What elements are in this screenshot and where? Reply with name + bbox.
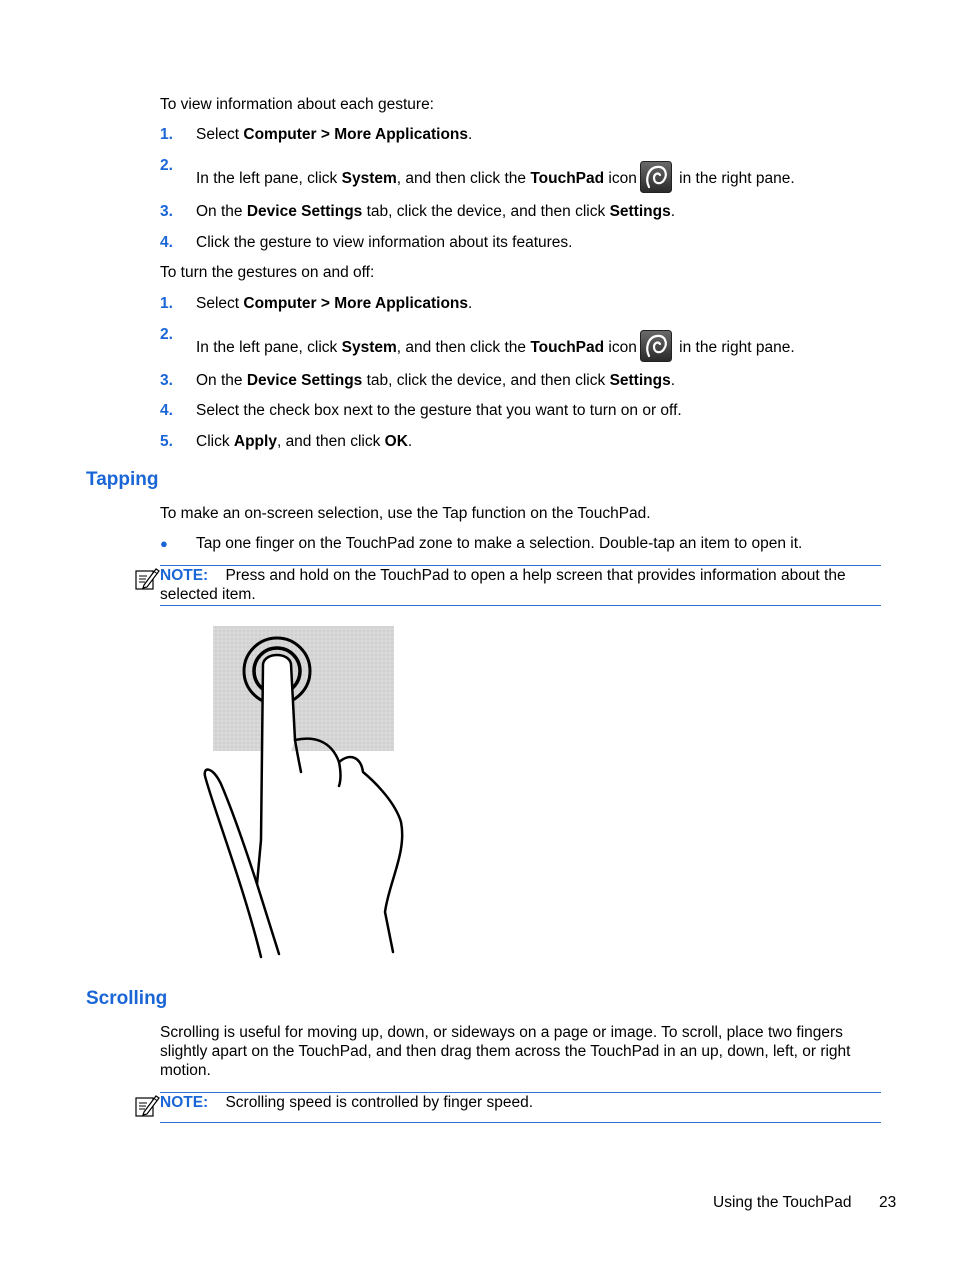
note-bottom-rule [160, 605, 881, 606]
list-item: Select the check box next to the gesture that you want to turn on or off. [196, 402, 682, 419]
note-bottom-rule [160, 1122, 881, 1123]
tapping-intro: To make an on-screen selection, use the Tap function on the TouchPad. [160, 505, 651, 522]
scrolling-body: Scrolling is useful for moving up, down, or sideways on a page or image. To scroll, place two fingers slightly apart on the TouchPad, and then drag them across the TouchPad in an up, down, left, or right motion. [160, 1024, 851, 1079]
list-item: Tap one finger on the TouchPad zone to make a selection. Double-tap an item to open it. [196, 535, 803, 552]
list-item: Select Computer > More Applications. [196, 126, 473, 143]
list-item: In the left pane, click System, and then click the TouchPad icon in the right pane. [196, 332, 795, 364]
step-number: 4. [160, 234, 173, 251]
step-number: 2. [160, 326, 173, 343]
note-pencil-icon [134, 566, 160, 592]
note-pencil-icon [134, 1093, 160, 1119]
list-item: On the Device Settings tab, click the device, and then click Settings. [196, 203, 676, 220]
section-heading-scrolling: Scrolling [86, 988, 168, 1009]
gesture-toggle-intro: To turn the gestures on and off: [160, 264, 375, 281]
step-number: 1. [160, 126, 173, 143]
note-text: NOTE: Scrolling speed is controlled by finger speed. [160, 1094, 534, 1111]
step-number: 1. [160, 295, 173, 312]
note-text: NOTE: Press and hold on the TouchPad to open a help screen that provides information about the selected item. [160, 567, 846, 603]
step-number: 3. [160, 203, 173, 220]
step-number: 5. [160, 433, 173, 450]
list-item: Click the gesture to view information about its features. [196, 234, 573, 251]
list-item: Select Computer > More Applications. [196, 295, 473, 312]
touchpad-icon [640, 161, 672, 193]
note-label: NOTE: [160, 1094, 209, 1111]
step-number: 3. [160, 372, 173, 389]
list-item: On the Device Settings tab, click the device, and then click Settings. [196, 372, 676, 389]
list-item: In the left pane, click System, and then click the TouchPad icon in the right pane. [196, 163, 795, 195]
tap-gesture-illustration [195, 622, 415, 962]
section-heading-tapping: Tapping [86, 469, 159, 490]
footer-section-title: Using the TouchPad [713, 1194, 852, 1211]
step-number: 2. [160, 157, 173, 174]
step-number: 4. [160, 402, 173, 419]
bullet-icon: ● [160, 536, 168, 551]
touchpad-icon [640, 330, 672, 362]
footer-page-number: 23 [879, 1194, 897, 1211]
note-label: NOTE: [160, 567, 209, 584]
gesture-info-intro: To view information about each gesture: [160, 96, 434, 113]
list-item: Click Apply, and then click OK. [196, 433, 413, 450]
